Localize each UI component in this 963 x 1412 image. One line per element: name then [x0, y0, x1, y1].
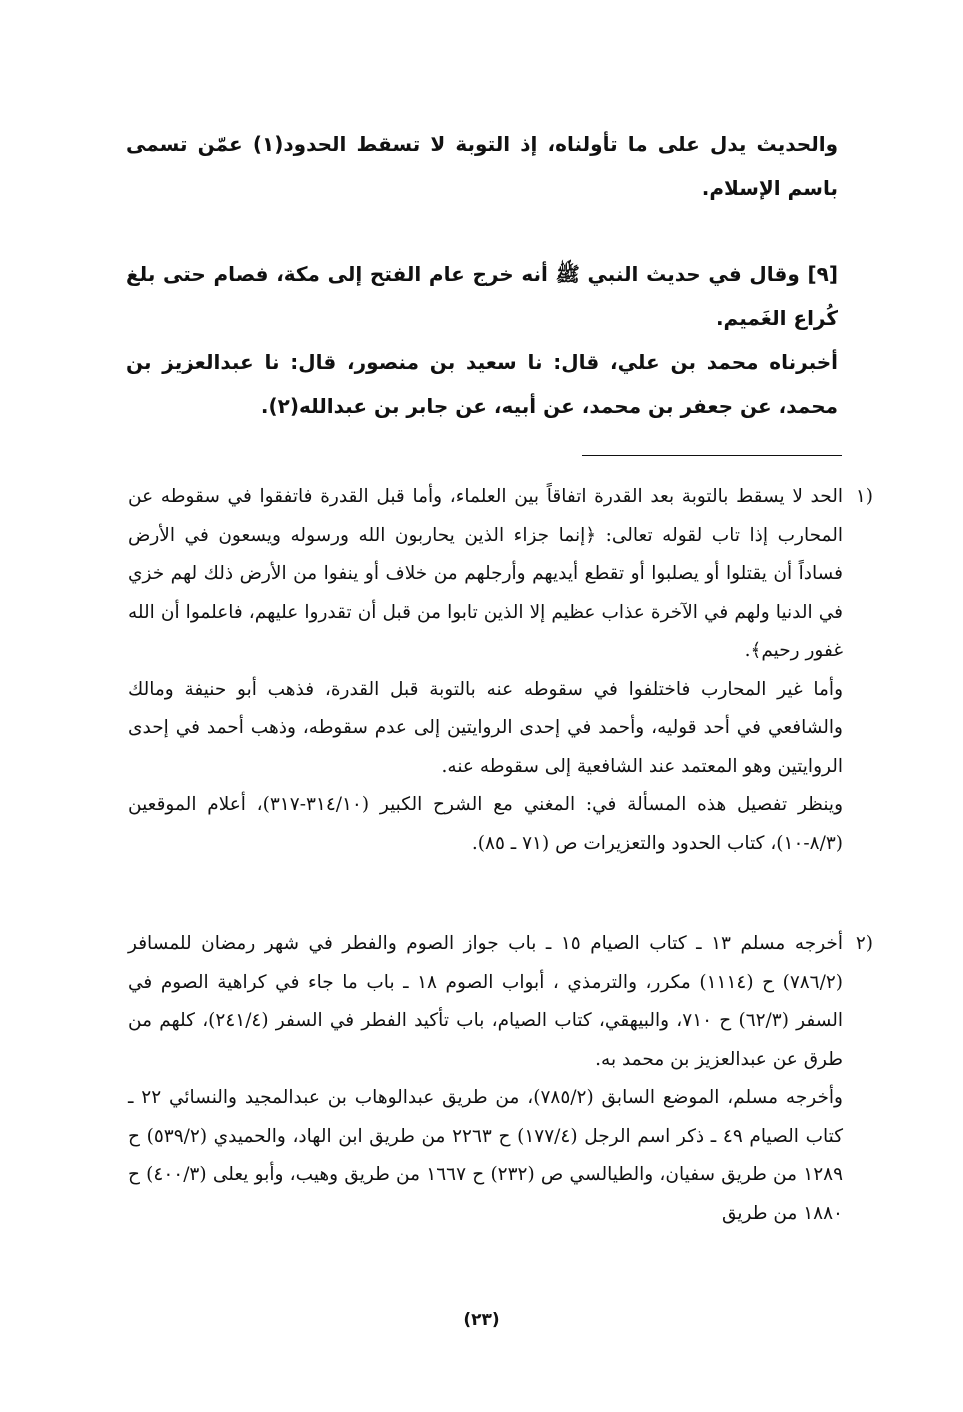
footnote-paragraph: وأما غير المحارب فاختلفوا في سقوطه عنه بالتوبة قبل القدرة، فذهب أبو حنيفة ومالك والشافعي في أحد قوليه، وأحمد في إحدى الروايتين إلى عدم سقوطه، وذهب أحمد في إحدى الروايتين وهو المعتمد عند الشافعية إلى سقوطه عنه. — [128, 678, 843, 777]
footnote-paragraph: وينظر تفصيل هذه المسألة في: المغني مع الشرح الكبير (٣١٤/١٠-٣١٧)، أعلام الموقعين (٨/٣-١٠)، كتاب الحدود والتعزيرات ص (٧١ ـ ٨٥). — [128, 794, 843, 854]
footnote-1 — [128, 478, 873, 863]
footnote-paragraph: أخرجه مسلم ١٣ ـ كتاب الصيام ١٥ ـ باب جواز الصوم والفطر في شهر رمضان للمسافر (٧٨٦/٢) ح (١١١٤) مكرر، والترمذي ، أبواب الصوم ١٨ ـ باب ما جاء في كراهية الصوم في السفر (٦٢/٣) ح ٧١٠، والبيهقي، كتاب الصيام، باب تأكيد الفطر في السفر (٢٤١/٤)، كلهم من طرق عن عبدالعزيز بن محمد به. — [128, 933, 844, 1070]
footnote-number: ٢) — [855, 933, 873, 954]
main-paragraph-hadith: [٩] وقال في حديث النبي ﷺ أنه خرج عام الفتح إلى مكة، فصام حتى بلغ كُراع الغَميم. — [126, 262, 838, 330]
main-paragraph-isnad: أخبرناه محمد بن علي، قال: نا سعيد بن منصور، قال: نا عبدالعزيز بن محمد، عن جعفر بن محمد، عن أبيه، عن جابر بن عبدالله(٢). — [126, 350, 838, 418]
footnote-paragraph: وأخرجه مسلم، الموضع السابق (٧٨٥/٢)، من طريق عبدالوهاب بن عبدالمجيد والنسائي ٢٢ ـ كتاب الصيام ٤٩ ـ ذكر اسم الرجل (١٧٧/٤) ح ٢٢٦٣ من طريق ابن الهاد، والحميدي (٥٣٩/٢) ح ١٢٨٩ من طريق سفيان، والطيالسي ص (٢٣٢) ح ١٦٦٧ من طريق وهيب، وأبو يعلى (٤٠٠/٣) ح ١٨٨٠ من طريق — [128, 1087, 844, 1224]
footnote-number: ١) — [855, 486, 873, 507]
footnote-2 — [128, 925, 873, 1233]
main-paragraph-1: والحديث يدل على ما تأولناه، إذ التوبة لا تسقط الحدود(١) عمّن تسمى باسم الإسلام. — [126, 132, 838, 200]
page-number: (٢٣) — [463, 1310, 500, 1330]
footnote-divider — [582, 455, 842, 456]
footnote-paragraph: الحد لا يسقط بالتوبة بعد القدرة اتفاقاً بين العلماء، وأما قبل القدرة فاتفقوا في سقوطه عن المحارب إذا تاب لقوله تعالى: ﴿إنما جزاء الذين يحاربون الله ورسوله ويسعون في الأرض فساداً أن يقتلوا أو يصلبوا أو تقطع أيديهم وأرجلهم من خلاف أو ينفوا من الأرض ذلك لهم خزي في الدنيا ولهم في الآخرة عذاب عظيم إلا الذين تابوا من قبل أن تقدروا عليهم، فاعلموا أن الله غفور رحيم﴾. — [128, 486, 843, 661]
